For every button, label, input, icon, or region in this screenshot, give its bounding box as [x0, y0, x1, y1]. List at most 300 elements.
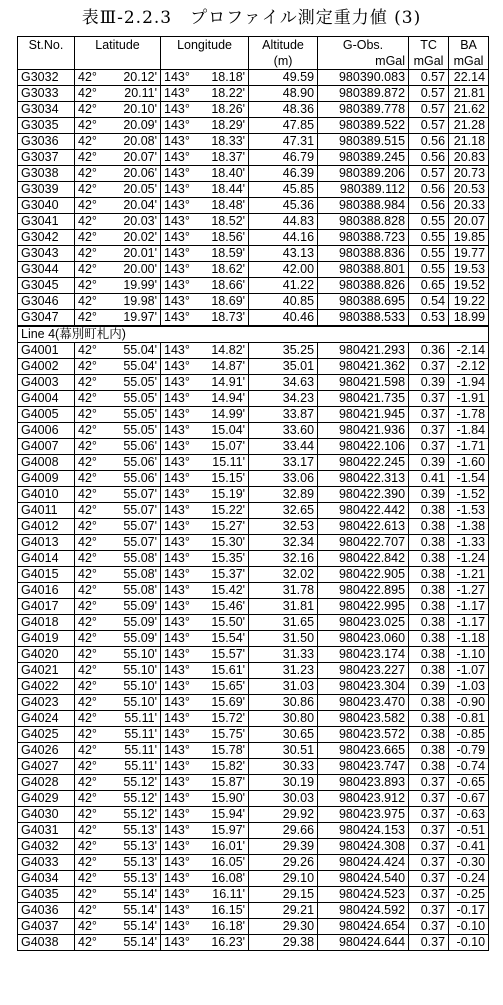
- cell-station: G3047: [18, 310, 75, 327]
- cell-altitude: 29.92: [249, 807, 318, 823]
- cell-lat-min: 55.07': [109, 519, 161, 535]
- cell-tc: 0.37: [409, 359, 449, 375]
- cell-lon-min: 16.18': [195, 919, 249, 935]
- cell-station: G4026: [18, 743, 75, 759]
- cell-ba: -0.10: [449, 919, 489, 935]
- table-row: [18, 407, 489, 423]
- cell-lon-min: 18.37': [195, 150, 249, 166]
- cell-ba: 21.81: [449, 86, 489, 102]
- cell-lat-min: 55.14': [109, 935, 161, 951]
- cell-gobs: 980421.293: [318, 343, 409, 359]
- table-row: [18, 615, 489, 631]
- cell-lon-min: 15.57': [195, 647, 249, 663]
- cell-lon-deg: 143°: [161, 823, 195, 839]
- cell-lat-min: 20.10': [109, 102, 161, 118]
- cell-altitude: 32.34: [249, 535, 318, 551]
- cell-lat-min: 19.97': [109, 310, 161, 327]
- table-row: [18, 583, 489, 599]
- cell-altitude: 46.79: [249, 150, 318, 166]
- cell-gobs: 980423.572: [318, 727, 409, 743]
- cell-gobs: 980388.801: [318, 262, 409, 278]
- cell-lat-min: 55.11': [109, 743, 161, 759]
- cell-lon-deg: 143°: [161, 166, 195, 182]
- cell-lon-min: 15.11': [195, 455, 249, 471]
- table-row: [18, 887, 489, 903]
- table-row: [18, 214, 489, 230]
- cell-altitude: 30.19: [249, 775, 318, 791]
- cell-station: G3040: [18, 198, 75, 214]
- cell-gobs: 980389.522: [318, 118, 409, 134]
- cell-tc: 0.37: [409, 855, 449, 871]
- cell-lat-min: 55.04': [109, 359, 161, 375]
- cell-lat-min: 20.04': [109, 198, 161, 214]
- table-row: [18, 855, 489, 871]
- cell-lon-deg: 143°: [161, 423, 195, 439]
- cell-lon-min: 15.42': [195, 583, 249, 599]
- cell-lon-min: 16.08': [195, 871, 249, 887]
- cell-station: G4033: [18, 855, 75, 871]
- cell-ba: -1.18: [449, 631, 489, 647]
- cell-lon-min: 15.69': [195, 695, 249, 711]
- cell-lat-deg: 42°: [75, 551, 109, 567]
- table-row: [18, 343, 489, 359]
- cell-lon-min: 15.07': [195, 439, 249, 455]
- cell-ba: -1.03: [449, 679, 489, 695]
- cell-station: G4013: [18, 535, 75, 551]
- header-gobs: G-Obs.: [318, 37, 409, 54]
- cell-gobs: 980424.644: [318, 935, 409, 951]
- cell-tc: 0.55: [409, 214, 449, 230]
- cell-lat-deg: 42°: [75, 375, 109, 391]
- table-row: [18, 631, 489, 647]
- cell-station: G3035: [18, 118, 75, 134]
- table-row: [18, 503, 489, 519]
- cell-lat-min: 55.05': [109, 375, 161, 391]
- cell-lon-deg: 143°: [161, 118, 195, 134]
- cell-ba: -1.71: [449, 439, 489, 455]
- cell-tc: 0.39: [409, 375, 449, 391]
- cell-lon-min: 15.27': [195, 519, 249, 535]
- cell-ba: -1.24: [449, 551, 489, 567]
- cell-gobs: 980424.308: [318, 839, 409, 855]
- cell-lat-min: 55.09': [109, 615, 161, 631]
- cell-altitude: 31.78: [249, 583, 318, 599]
- cell-station: G4001: [18, 343, 75, 359]
- cell-gobs: 980421.735: [318, 391, 409, 407]
- cell-station: G3044: [18, 262, 75, 278]
- cell-lat-min: 20.07': [109, 150, 161, 166]
- cell-lon-min: 15.04': [195, 423, 249, 439]
- cell-lat-deg: 42°: [75, 407, 109, 423]
- cell-ba: -0.17: [449, 903, 489, 919]
- cell-lat-min: 20.06': [109, 166, 161, 182]
- cell-altitude: 31.23: [249, 663, 318, 679]
- cell-lat-deg: 42°: [75, 567, 109, 583]
- cell-ba: -1.07: [449, 663, 489, 679]
- cell-tc: 0.37: [409, 807, 449, 823]
- header-longitude: Longitude: [161, 37, 249, 54]
- cell-altitude: 47.31: [249, 134, 318, 150]
- cell-gobs: 980388.695: [318, 294, 409, 310]
- cell-altitude: 49.59: [249, 70, 318, 86]
- cell-gobs: 980422.442: [318, 503, 409, 519]
- cell-altitude: 41.22: [249, 278, 318, 294]
- cell-altitude: 30.03: [249, 791, 318, 807]
- cell-lon-min: 18.44': [195, 182, 249, 198]
- header-longitude-unit: [161, 53, 249, 70]
- cell-ba: -1.53: [449, 503, 489, 519]
- cell-gobs: 980424.540: [318, 871, 409, 887]
- cell-tc: 0.38: [409, 503, 449, 519]
- cell-gobs: 980422.390: [318, 487, 409, 503]
- cell-lat-min: 55.09': [109, 599, 161, 615]
- cell-station: G3046: [18, 294, 75, 310]
- cell-lon-deg: 143°: [161, 86, 195, 102]
- cell-tc: 0.37: [409, 791, 449, 807]
- cell-altitude: 31.81: [249, 599, 318, 615]
- cell-lon-deg: 143°: [161, 102, 195, 118]
- cell-lat-min: 20.00': [109, 262, 161, 278]
- table-row: [18, 647, 489, 663]
- cell-gobs: 980423.665: [318, 743, 409, 759]
- cell-ba: -1.60: [449, 455, 489, 471]
- cell-ba: -0.65: [449, 775, 489, 791]
- header-station: St.No.: [18, 37, 75, 54]
- cell-altitude: 47.85: [249, 118, 318, 134]
- cell-lat-deg: 42°: [75, 711, 109, 727]
- cell-lon-min: 18.59': [195, 246, 249, 262]
- cell-lon-min: 14.87': [195, 359, 249, 375]
- table-row: [18, 935, 489, 951]
- cell-gobs: 980423.747: [318, 759, 409, 775]
- cell-ba: -1.94: [449, 375, 489, 391]
- cell-ba: -1.84: [449, 423, 489, 439]
- cell-lon-min: 18.52': [195, 214, 249, 230]
- cell-gobs: 980421.945: [318, 407, 409, 423]
- table-row: [18, 391, 489, 407]
- cell-station: G4032: [18, 839, 75, 855]
- cell-altitude: 31.03: [249, 679, 318, 695]
- cell-station: G4017: [18, 599, 75, 615]
- cell-lon-deg: 143°: [161, 775, 195, 791]
- cell-gobs: 980388.826: [318, 278, 409, 294]
- cell-station: G3038: [18, 166, 75, 182]
- header-latitude: Latitude: [75, 37, 161, 54]
- cell-lat-min: 55.10': [109, 647, 161, 663]
- cell-ba: 20.73: [449, 166, 489, 182]
- cell-lat-deg: 42°: [75, 391, 109, 407]
- header-tc: TC: [409, 37, 449, 54]
- cell-station: G4028: [18, 775, 75, 791]
- cell-lon-deg: 143°: [161, 615, 195, 631]
- cell-lat-min: 55.13': [109, 855, 161, 871]
- cell-lat-deg: 42°: [75, 246, 109, 262]
- cell-lon-deg: 143°: [161, 535, 195, 551]
- cell-lat-min: 20.08': [109, 134, 161, 150]
- cell-altitude: 30.86: [249, 695, 318, 711]
- cell-lat-deg: 42°: [75, 134, 109, 150]
- cell-lon-deg: 143°: [161, 631, 195, 647]
- cell-altitude: 43.13: [249, 246, 318, 262]
- cell-gobs: 980388.984: [318, 198, 409, 214]
- cell-lat-min: 55.08': [109, 567, 161, 583]
- cell-lon-deg: 143°: [161, 839, 195, 855]
- cell-ba: -0.24: [449, 871, 489, 887]
- cell-station: G4037: [18, 919, 75, 935]
- cell-tc: 0.38: [409, 711, 449, 727]
- cell-lon-min: 15.75': [195, 727, 249, 743]
- cell-lat-deg: 42°: [75, 118, 109, 134]
- cell-tc: 0.39: [409, 487, 449, 503]
- cell-station: G4027: [18, 759, 75, 775]
- cell-lon-min: 15.97': [195, 823, 249, 839]
- cell-gobs: 980422.995: [318, 599, 409, 615]
- cell-station: G3039: [18, 182, 75, 198]
- cell-tc: 0.38: [409, 743, 449, 759]
- cell-lat-deg: 42°: [75, 343, 109, 359]
- cell-altitude: 45.36: [249, 198, 318, 214]
- cell-altitude: 29.10: [249, 871, 318, 887]
- cell-lat-deg: 42°: [75, 615, 109, 631]
- cell-station: G4011: [18, 503, 75, 519]
- cell-gobs: 980423.025: [318, 615, 409, 631]
- cell-gobs: 980388.723: [318, 230, 409, 246]
- cell-lon-deg: 143°: [161, 551, 195, 567]
- cell-station: G4019: [18, 631, 75, 647]
- cell-lat-deg: 42°: [75, 310, 109, 327]
- cell-gobs: 980421.598: [318, 375, 409, 391]
- cell-lon-deg: 143°: [161, 567, 195, 583]
- cell-tc: 0.37: [409, 439, 449, 455]
- table-row: [18, 663, 489, 679]
- cell-lat-min: 55.13': [109, 839, 161, 855]
- cell-lon-deg: 143°: [161, 695, 195, 711]
- table-row: [18, 791, 489, 807]
- cell-lat-deg: 42°: [75, 919, 109, 935]
- cell-ba: 20.33: [449, 198, 489, 214]
- cell-gobs: 980422.707: [318, 535, 409, 551]
- cell-altitude: 29.21: [249, 903, 318, 919]
- cell-altitude: 30.51: [249, 743, 318, 759]
- cell-lon-deg: 143°: [161, 230, 195, 246]
- cell-lon-deg: 143°: [161, 375, 195, 391]
- cell-ba: -0.90: [449, 695, 489, 711]
- cell-tc: 0.39: [409, 679, 449, 695]
- cell-lat-min: 20.12': [109, 70, 161, 86]
- table-row: [18, 455, 489, 471]
- table-row: [18, 375, 489, 391]
- cell-ba: 19.53: [449, 262, 489, 278]
- cell-lon-min: 18.40': [195, 166, 249, 182]
- cell-gobs: 980423.975: [318, 807, 409, 823]
- cell-altitude: 32.65: [249, 503, 318, 519]
- cell-station: G4014: [18, 551, 75, 567]
- cell-lat-min: 19.99': [109, 278, 161, 294]
- cell-tc: 0.41: [409, 471, 449, 487]
- cell-lon-deg: 143°: [161, 583, 195, 599]
- cell-tc: 0.37: [409, 775, 449, 791]
- gravity-table: [17, 36, 489, 951]
- cell-lat-min: 55.13': [109, 823, 161, 839]
- cell-ba: -0.51: [449, 823, 489, 839]
- cell-lat-deg: 42°: [75, 166, 109, 182]
- cell-altitude: 32.89: [249, 487, 318, 503]
- cell-ba: -2.12: [449, 359, 489, 375]
- cell-tc: 0.37: [409, 903, 449, 919]
- table-row: [18, 70, 489, 86]
- cell-station: G4018: [18, 615, 75, 631]
- cell-lat-deg: 42°: [75, 759, 109, 775]
- cell-tc: 0.57: [409, 118, 449, 134]
- cell-lon-deg: 143°: [161, 150, 195, 166]
- cell-lon-deg: 143°: [161, 198, 195, 214]
- cell-lat-min: 55.04': [109, 343, 161, 359]
- cell-lon-deg: 143°: [161, 134, 195, 150]
- cell-gobs: 980424.592: [318, 903, 409, 919]
- cell-station: G3034: [18, 102, 75, 118]
- cell-altitude: 29.15: [249, 887, 318, 903]
- cell-lon-deg: 143°: [161, 599, 195, 615]
- cell-lat-deg: 42°: [75, 182, 109, 198]
- cell-ba: 19.52: [449, 278, 489, 294]
- cell-station: G4002: [18, 359, 75, 375]
- cell-lat-deg: 42°: [75, 535, 109, 551]
- cell-ba: -1.10: [449, 647, 489, 663]
- cell-gobs: 980422.313: [318, 471, 409, 487]
- section-2-body: [18, 343, 489, 951]
- cell-ba: 19.22: [449, 294, 489, 310]
- cell-lon-deg: 143°: [161, 679, 195, 695]
- cell-altitude: 33.60: [249, 423, 318, 439]
- cell-tc: 0.37: [409, 887, 449, 903]
- cell-lon-min: 16.15': [195, 903, 249, 919]
- cell-lon-min: 15.72': [195, 711, 249, 727]
- cell-gobs: 980422.905: [318, 567, 409, 583]
- cell-ba: -1.52: [449, 487, 489, 503]
- cell-lat-deg: 42°: [75, 775, 109, 791]
- cell-lon-deg: 143°: [161, 935, 195, 951]
- cell-lat-min: 20.05': [109, 182, 161, 198]
- cell-station: G4021: [18, 663, 75, 679]
- cell-station: G4006: [18, 423, 75, 439]
- cell-altitude: 32.02: [249, 567, 318, 583]
- cell-gobs: 980389.778: [318, 102, 409, 118]
- cell-altitude: 29.38: [249, 935, 318, 951]
- cell-tc: 0.57: [409, 70, 449, 86]
- table-row: [18, 150, 489, 166]
- cell-lat-min: 55.14': [109, 919, 161, 935]
- cell-tc: 0.37: [409, 919, 449, 935]
- cell-ba: -1.17: [449, 615, 489, 631]
- table-row: [18, 775, 489, 791]
- cell-lon-min: 15.82': [195, 759, 249, 775]
- cell-tc: 0.55: [409, 246, 449, 262]
- cell-lat-deg: 42°: [75, 278, 109, 294]
- cell-gobs: 980424.153: [318, 823, 409, 839]
- table-row: [18, 919, 489, 935]
- cell-station: G4035: [18, 887, 75, 903]
- cell-lon-deg: 143°: [161, 439, 195, 455]
- cell-tc: 0.37: [409, 823, 449, 839]
- cell-lat-deg: 42°: [75, 294, 109, 310]
- cell-lat-deg: 42°: [75, 727, 109, 743]
- cell-lat-deg: 42°: [75, 262, 109, 278]
- cell-lat-deg: 42°: [75, 70, 109, 86]
- cell-tc: 0.55: [409, 262, 449, 278]
- cell-altitude: 35.25: [249, 343, 318, 359]
- cell-station: G4030: [18, 807, 75, 823]
- cell-lat-deg: 42°: [75, 198, 109, 214]
- cell-lat-deg: 42°: [75, 599, 109, 615]
- cell-altitude: 31.50: [249, 631, 318, 647]
- cell-tc: 0.39: [409, 455, 449, 471]
- cell-lon-deg: 143°: [161, 262, 195, 278]
- cell-lon-min: 18.22': [195, 86, 249, 102]
- cell-lon-min: 15.90': [195, 791, 249, 807]
- cell-ba: -0.10: [449, 935, 489, 951]
- cell-tc: 0.38: [409, 727, 449, 743]
- cell-lon-min: 18.69': [195, 294, 249, 310]
- cell-tc: 0.57: [409, 86, 449, 102]
- cell-altitude: 33.87: [249, 407, 318, 423]
- cell-lat-min: 55.08': [109, 551, 161, 567]
- cell-altitude: 32.53: [249, 519, 318, 535]
- table-row: [18, 246, 489, 262]
- cell-lon-min: 15.15': [195, 471, 249, 487]
- cell-lat-min: 55.07': [109, 487, 161, 503]
- header-tc-unit: mGal: [409, 53, 449, 70]
- cell-altitude: 30.33: [249, 759, 318, 775]
- cell-lon-min: 18.73': [195, 310, 249, 327]
- cell-tc: 0.65: [409, 278, 449, 294]
- table-row: [18, 567, 489, 583]
- cell-lon-deg: 143°: [161, 791, 195, 807]
- cell-lon-min: 15.37': [195, 567, 249, 583]
- cell-ba: -2.14: [449, 343, 489, 359]
- cell-lon-deg: 143°: [161, 647, 195, 663]
- table-row: [18, 102, 489, 118]
- cell-lat-deg: 42°: [75, 86, 109, 102]
- header-ba: BA: [449, 37, 489, 54]
- cell-lat-min: 20.09': [109, 118, 161, 134]
- cell-lat-min: 20.11': [109, 86, 161, 102]
- cell-altitude: 48.36: [249, 102, 318, 118]
- cell-lon-min: 18.29': [195, 118, 249, 134]
- cell-tc: 0.38: [409, 631, 449, 647]
- cell-lat-min: 20.03': [109, 214, 161, 230]
- cell-station: G3037: [18, 150, 75, 166]
- cell-station: G3042: [18, 230, 75, 246]
- cell-altitude: 46.39: [249, 166, 318, 182]
- cell-lat-min: 55.14': [109, 903, 161, 919]
- cell-lat-deg: 42°: [75, 359, 109, 375]
- cell-lon-min: 18.18': [195, 70, 249, 86]
- table-row: [18, 727, 489, 743]
- cell-ba: 19.85: [449, 230, 489, 246]
- table-row: [18, 86, 489, 102]
- table-row: [18, 551, 489, 567]
- cell-lat-deg: 42°: [75, 214, 109, 230]
- cell-ba: 20.07: [449, 214, 489, 230]
- cell-lon-min: 15.19': [195, 487, 249, 503]
- cell-tc: 0.37: [409, 423, 449, 439]
- cell-ba: -1.17: [449, 599, 489, 615]
- cell-lon-deg: 143°: [161, 455, 195, 471]
- table-row: [18, 294, 489, 310]
- table-row: [18, 839, 489, 855]
- cell-tc: 0.57: [409, 102, 449, 118]
- cell-lat-min: 55.06': [109, 455, 161, 471]
